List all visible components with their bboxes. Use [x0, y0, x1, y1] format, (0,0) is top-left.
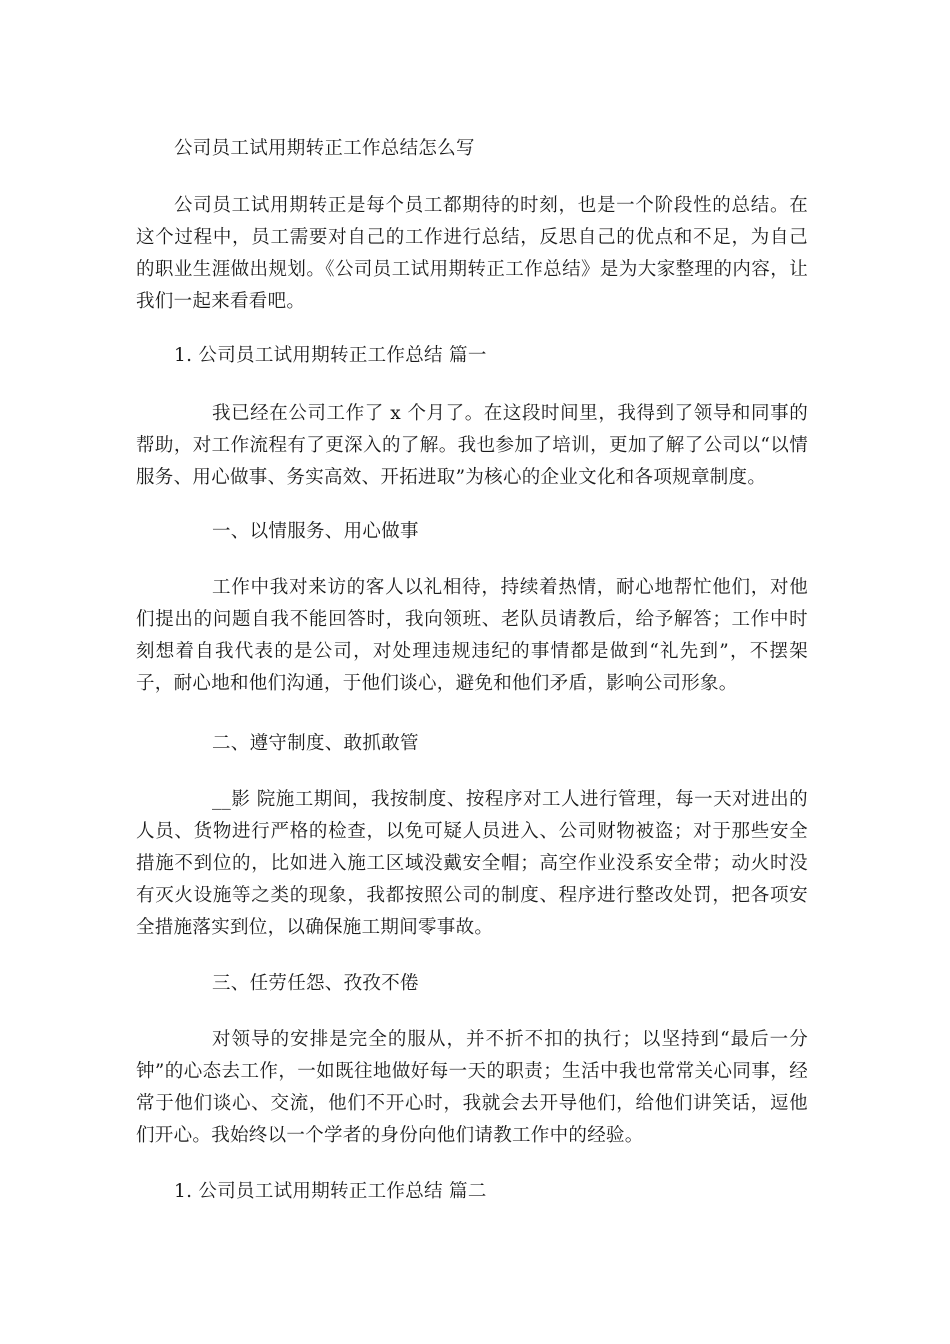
subheading-two: 二、遵守制度、敢抓敢管 [212, 733, 419, 754]
subheading-three: 三、任劳任怨、孜孜不倦 [212, 973, 419, 994]
section-one-paragraph: 我已经在公司工作了 x 个月了。在这段时间里，我得到了领导和同事的帮助，对工作流程有了更深入的了解。我也参加了培训，更加了解了公司以“以情服务、用心做事、务实高效、开拓进取”为核心的企业文化和各项规章制度。 [136, 403, 808, 488]
subsection-one-paragraph: 工作中我对来访的客人以礼相待，持续着热情，耐心地帮忙他们，对他们提出的问题自我不能回答时，我向领班、老队员请教后，给予解答；工作中时刻想着自我代表的是公司，对处理违规违纪的事情都是做到“礼先到”，不摆架子，耐心地和他们沟通，于他们谈心，避免和他们矛盾，影响公司形象。 [136, 577, 808, 694]
subsection-three-paragraph: 对领导的安排是完全的服从，并不折不扣的执行；以坚持到“最后一分钟”的心态去工作，一如既往地做好每一天的职责；生活中我也常常关心同事，经常于他们谈心、交流，他们不开心时，我就会去开导他们，给他们讲笑话，逗他们开心。我始终以一个学者的身份向他们请教工作中的经验。 [136, 1029, 808, 1146]
subheading-one: 一、以情服务、用心做事 [212, 521, 419, 542]
intro-paragraph: 公司员工试用期转正是每个员工都期待的时刻，也是一个阶段性的总结。在这个过程中，员工需要对自己的工作进行总结，反思自己的优点和不足，为自己的职业生涯做出规划。《公司员工试用期转正工作总结》是为大家整理的内容，让我们一起来看看吧。 [136, 195, 808, 312]
document-title: 公司员工试用期转正工作总结怎么写 [174, 138, 475, 159]
subsection-two-paragraph: __影 院施工期间，我按制度、按程序对工人进行管理，每一天对进出的人员、货物进行严格的检查，以免可疑人员进入、公司财物被盗；对于那些安全措施不到位的，比如进入施工区域没戴安全帽；高空作业没系安全带；动火时没有灭火设施等之类的现象，我都按照公司的制度、程序进行整改处罚，把各项安全措施落实到位，以确保施工期间零事故。 [136, 789, 808, 938]
section-heading-part-one: 1. 公司员工试用期转正工作总结 篇一 [174, 345, 487, 366]
section-heading-part-two: 1. 公司员工试用期转正工作总结 篇二 [174, 1181, 487, 1202]
